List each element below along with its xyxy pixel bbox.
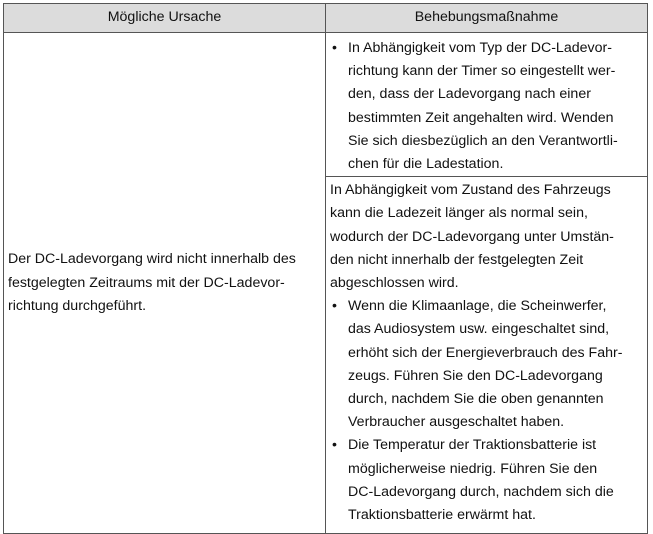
table-row xyxy=(4,33,648,534)
cause-line: Der DC-Ladevorgang wird nicht innerhalb des xyxy=(8,251,296,268)
remedy-bullet-temperature xyxy=(330,434,641,527)
cause-line: festgelegten Zeitraums mit der DC-Ladevor- xyxy=(8,274,285,291)
text-line: Verbraucher ausgeschaltet haben. xyxy=(348,414,565,431)
bullet-icon: • xyxy=(332,40,337,56)
remedy-bullet-consumers xyxy=(330,295,641,434)
troubleshooting-table xyxy=(3,3,648,534)
cause-line: richtung durchgeführt. xyxy=(8,297,147,314)
bullet-text xyxy=(348,37,641,176)
text-line: wodurch der DC-Ladevorgang unter Umstän- xyxy=(330,228,614,245)
remedy-bullet-timer xyxy=(330,37,641,176)
text-line: den nicht innerhalb der festgelegten Zeit xyxy=(330,251,584,268)
text-line: durch, nachdem Sie die oben genannten xyxy=(348,391,604,408)
text-line: abgeschlossen wird. xyxy=(330,275,459,292)
cause-cell xyxy=(4,33,326,534)
text-line: DC-Ladevorgang durch, nachdem sich die xyxy=(348,483,614,500)
remedy-cell xyxy=(326,33,648,534)
header-possible-cause: Mögliche Ursache xyxy=(4,4,326,33)
text-line: Sie sich diesbezüglich an den Verantwortli- xyxy=(348,132,618,149)
table-header-row xyxy=(4,4,648,33)
bullet-text xyxy=(348,295,641,434)
text-line: den, dass der Ladevorgang nach einer xyxy=(348,86,591,103)
text-line: möglicherweise niedrig. Führen Sie den xyxy=(348,460,598,477)
text-line: zeugs. Führen Sie den DC-Ladevorgang xyxy=(348,367,603,384)
bullet-icon: • xyxy=(332,437,337,454)
text-line: Wenn die Klimaanlage, die Scheinwerfer, xyxy=(348,298,607,315)
bullet-text xyxy=(348,434,641,527)
text-line: richtung kann der Timer so eingestellt wer- xyxy=(348,63,616,80)
text-line: erhöht sich der Energieverbrauch des Fahr- xyxy=(348,344,623,361)
text-line: Die Temperatur der Traktionsbatterie ist xyxy=(348,437,597,454)
text-line: kann die Ladezeit länger als normal sein, xyxy=(330,205,588,222)
remedy-paragraph xyxy=(330,179,641,295)
text-line: Traktionsbatterie erwärmt hat. xyxy=(348,507,536,524)
text-line: In Abhängigkeit vom Typ der DC-Ladevor- xyxy=(348,40,612,56)
bullet-icon: • xyxy=(332,298,337,315)
text-line: bestimmten Zeit angehalten wird. Wenden xyxy=(348,109,614,126)
header-remedy: Behebungsmaßnahme xyxy=(326,4,648,33)
text-line: das Audiosystem usw. eingeschaltet sind, xyxy=(348,321,610,338)
text-line: chen für die Ladestation. xyxy=(348,156,504,173)
text-line: In Abhängigkeit vom Zustand des Fahrzeugs xyxy=(330,182,611,199)
remedy-vehicle-state-section xyxy=(326,176,647,527)
